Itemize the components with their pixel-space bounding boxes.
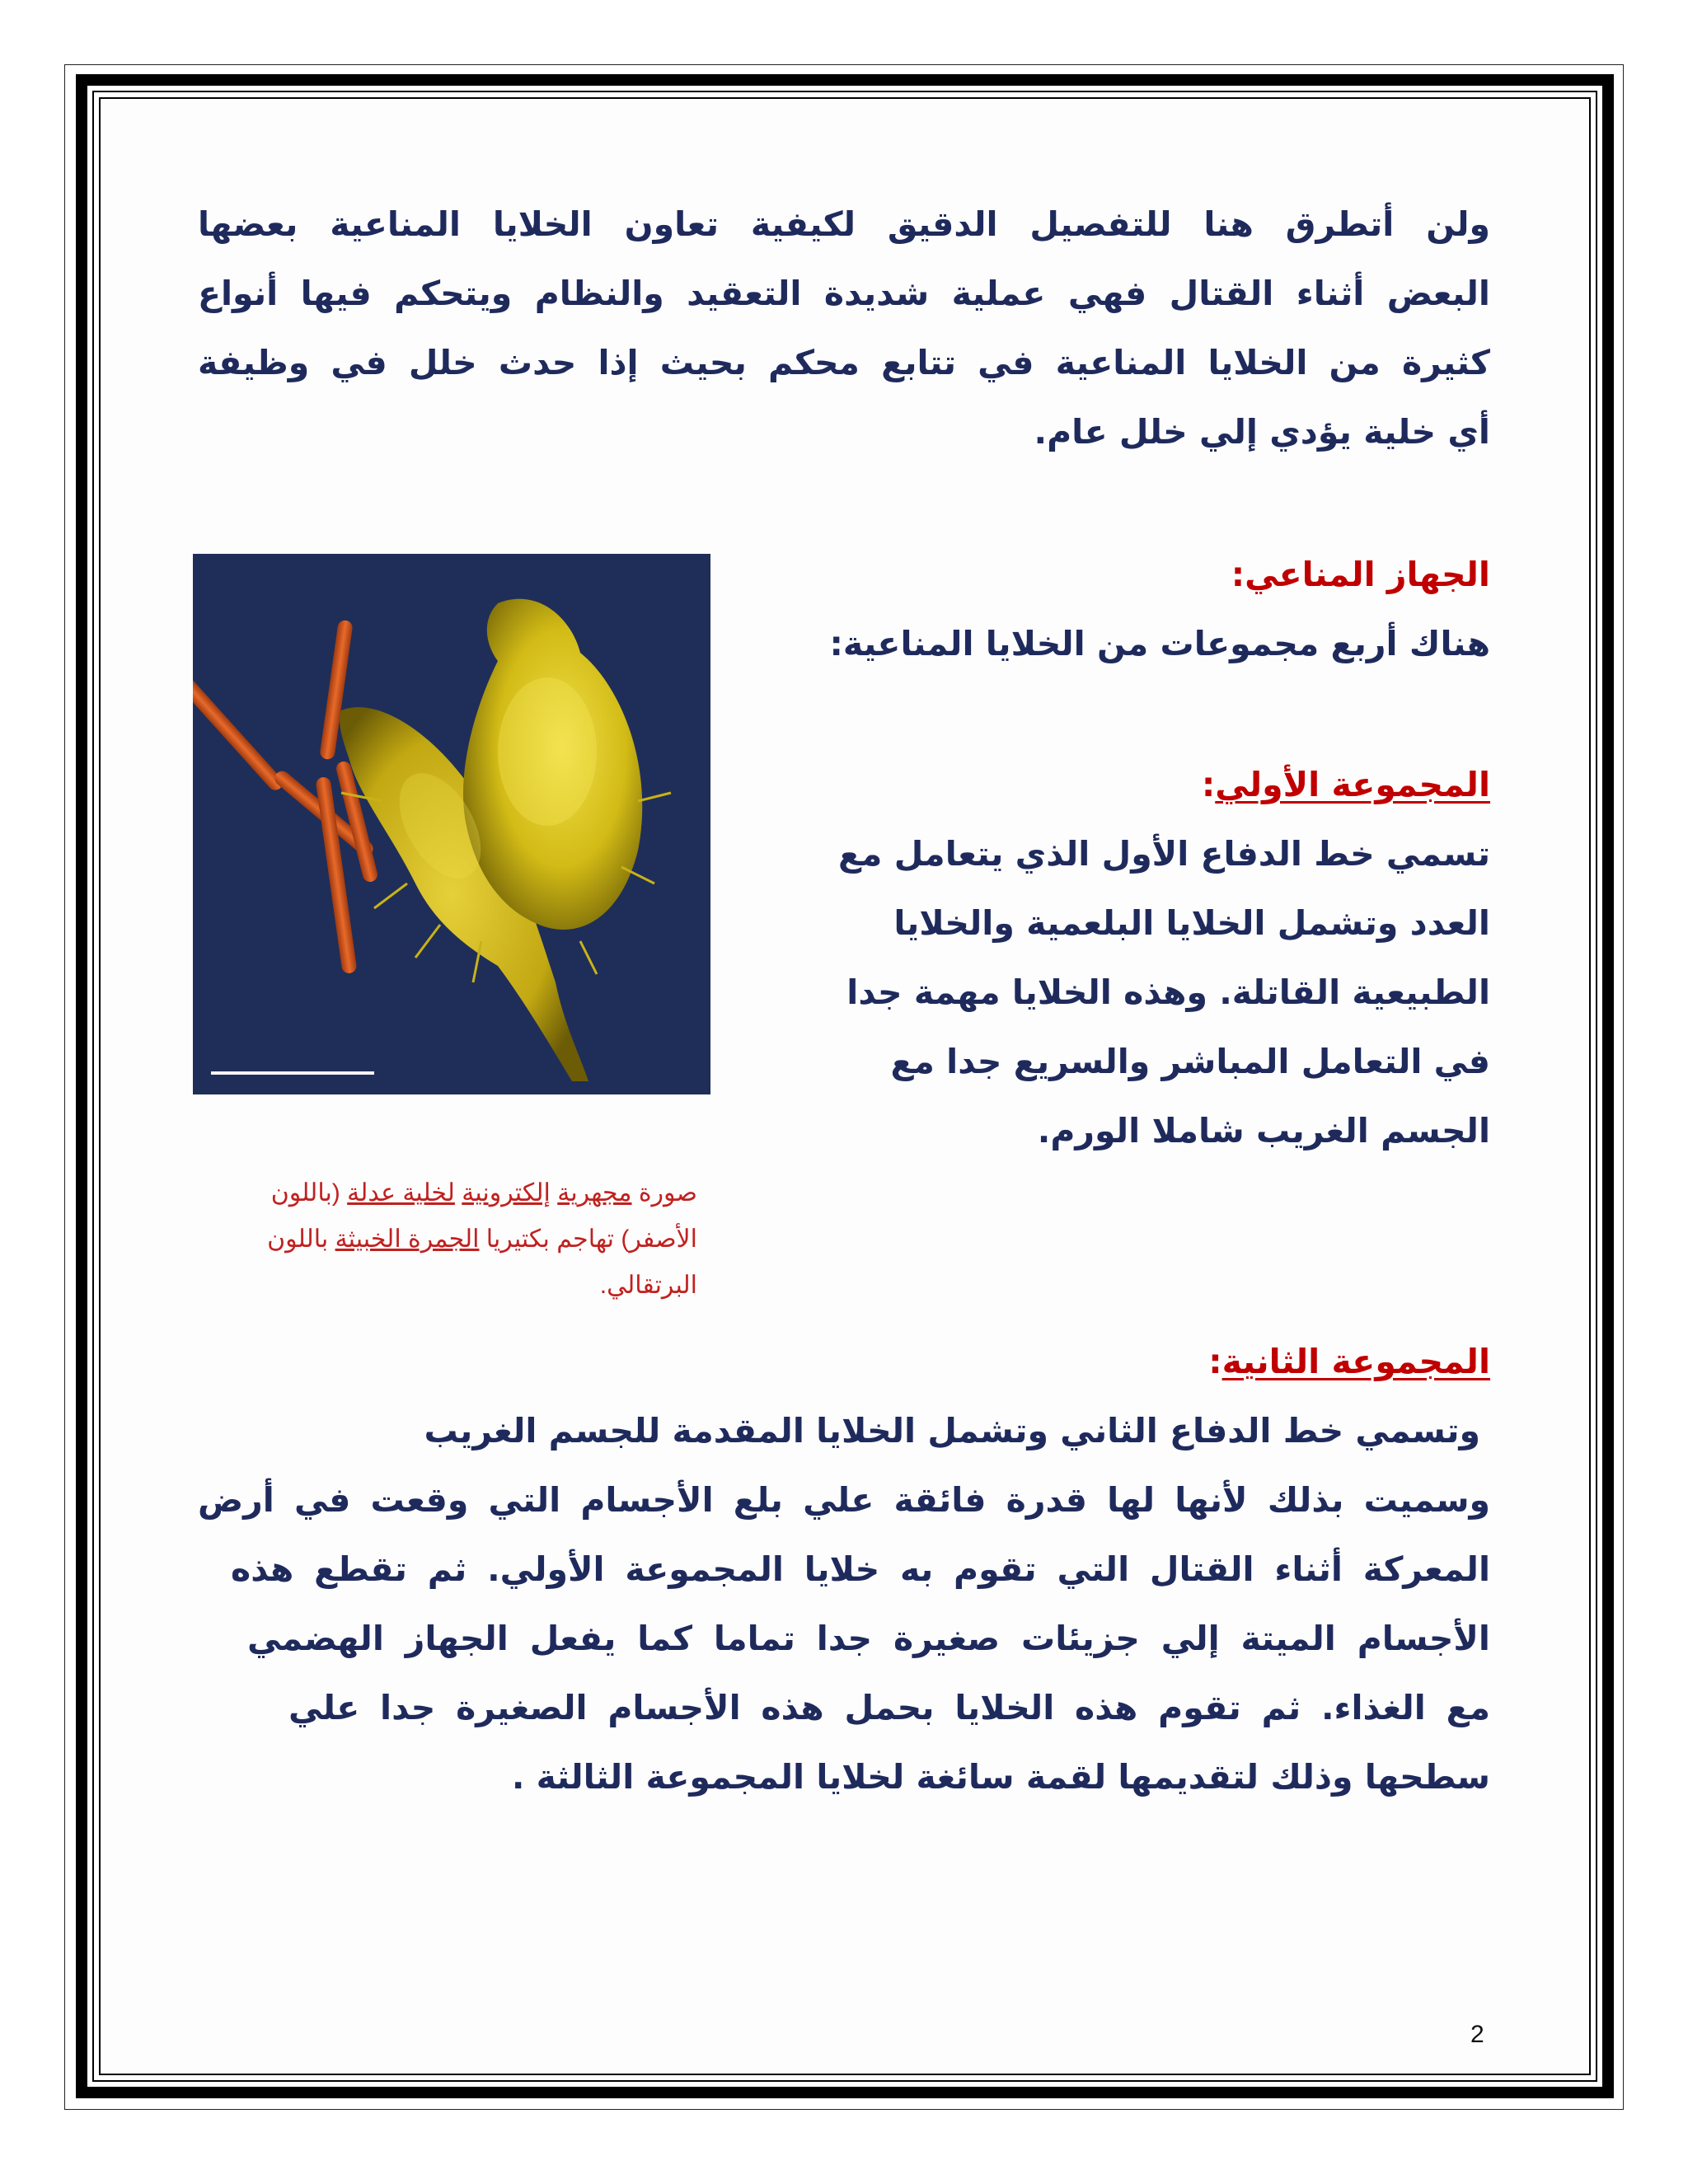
caption-text [455,1179,462,1207]
intro-line-3: كثيرة من الخلايا المناعية في تتابع محكم بحيث إذا حدث خلل في وظيفة [198,343,1490,382]
scale-bar [211,1071,374,1075]
group-one-heading: المجموعة الأولي [1215,765,1490,804]
intro-line-1: ولن أتطرق هنا للتفصيل الدقيق لكيفية تعاون الخلايا المناعية بعضها [198,204,1490,244]
group-two-heading: المجموعة الثانية [1221,1342,1490,1381]
group-one-line-3: الطبيعية القاتلة. وهذه الخلايا مهمة جدا [846,972,1490,1012]
micrograph-illustration [193,554,710,1094]
caption-text: صورة [631,1179,697,1207]
bacteria-rod [193,661,286,794]
group-two-heading-colon: : [1208,1342,1222,1381]
micrograph-image [193,554,710,1094]
intro-paragraph [198,190,1490,466]
group-two-line-2: وسميت بذلك لأنها لها قدرة فائقة علي بلع الأجسام التي وقعت في أرض [198,1480,1490,1520]
caption-link-anthrax[interactable]: الجمرة الخبيثة [335,1226,480,1253]
caption-text [551,1179,557,1207]
page-number: 2 [1470,2021,1484,2048]
caption-link-electronic[interactable]: إلكترونية [462,1179,551,1207]
group-one-line-2: العدد وتشمل الخلايا البلعمية والخلايا [893,903,1490,943]
group-two-line-6: سطحها وذلك لتقديمها لقمة سائغة لخلايا المجموعة الثالثة . [511,1757,1490,1797]
caption-text: باللون البرتقالي. [267,1226,697,1299]
intro-line-4: أي خلية يؤدي إلي خلل عام. [1034,412,1490,452]
caption-text: (باللون الأصفر) تهاجم بكتيريا [270,1179,697,1253]
caption-link-neutrophil[interactable]: لخلية عدلة [347,1179,455,1207]
group-one-heading-colon: : [1201,765,1216,804]
intro-line-2: البعض أثناء القتال فهي عملية شديدة التعقيد والنظام ويتحكم فيها أنواع [198,274,1490,313]
group-one-section [742,750,1490,1165]
group-one-heading-row [742,750,1490,819]
group-one-line-4: في التعامل المباشر والسريع جدا مع [890,1042,1490,1081]
group-two-line-4: الأجسام الميتة إلي جزيئات صغيرة جدا تماما كما يفعل الجهاز الهضمي [247,1619,1490,1658]
group-two-line-1: وتسمي خط الدفاع الثاني وتشمل الخلايا المقدمة للجسم الغريب [424,1411,1480,1451]
group-two-section [198,1327,1490,1811]
group-one-line-1: تسمي خط الدفاع الأول الذي يتعامل مع [838,834,1490,874]
group-two-line-3: المعركة أثناء القتال التي تقوم به خلايا المجموعة الأولي. ثم تقطع هذه [231,1549,1490,1589]
group-two-heading-row [198,1327,1490,1396]
section-subheading: هناك أربع مجموعات من الخلايا المناعية: [829,624,1490,663]
group-two-line-5: مع الغذاء. ثم تقوم هذه الخلايا بحمل هذه الأجسام الصغيرة جدا علي [288,1688,1490,1727]
section-heading: الجهاز المناعي: [1231,555,1490,594]
immune-system-section [742,540,1490,678]
figure-caption [247,1170,697,1309]
group-one-line-5: الجسم الغريب شاملا الورم. [1037,1111,1490,1151]
caption-link-micrograph[interactable]: مجهرية [557,1179,632,1207]
